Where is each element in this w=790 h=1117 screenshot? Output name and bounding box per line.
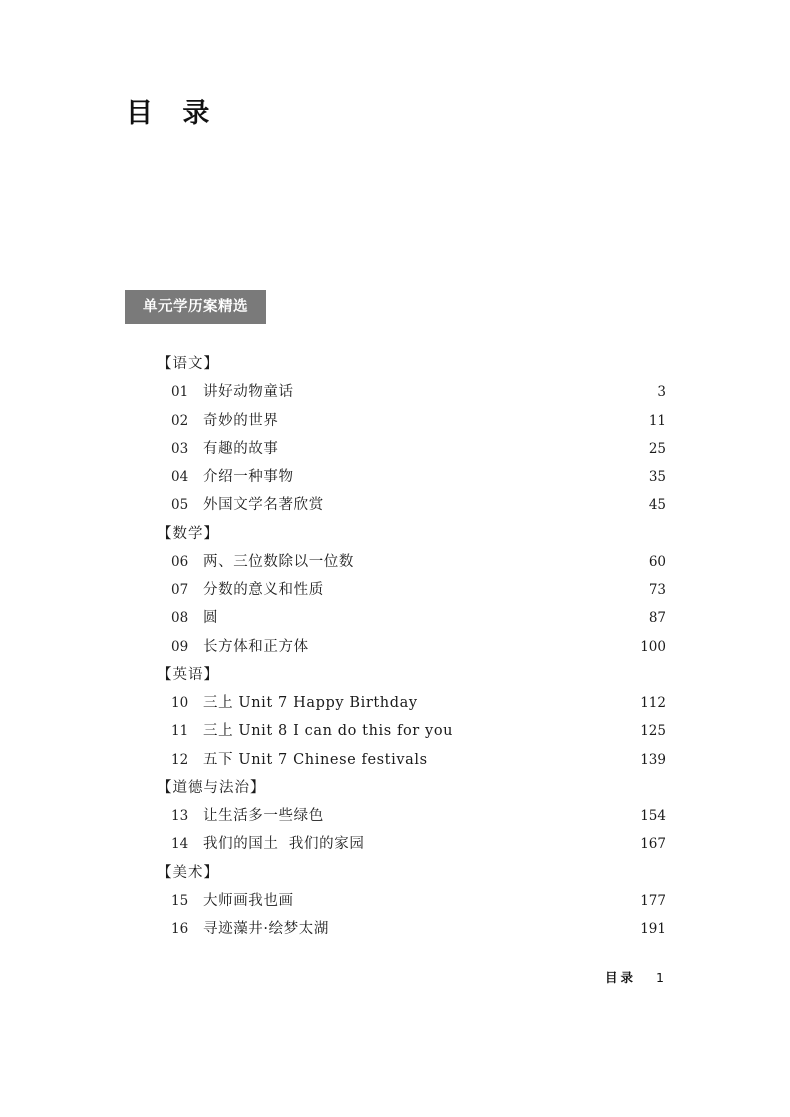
entry-number: 13 [171,808,189,824]
entry-page-number: 139 [640,751,666,768]
entry-page-number: 87 [648,610,666,627]
section-heading: 【语文】 [157,356,219,372]
entry-title: 我们的国土 我们的家园 [203,836,365,853]
section-heading-row [0,774,790,802]
toc-entry[interactable] [0,689,790,717]
entry-page-number: 112 [640,695,666,711]
toc-entry[interactable] [0,491,790,519]
entry-number: 02 [171,412,189,429]
entry-number: 06 [171,553,189,570]
entry-number: 01 [171,384,189,401]
toc-entry[interactable] [0,576,790,604]
entry-page-number: 154 [640,808,666,824]
toc-entry[interactable] [0,830,790,858]
section-heading-row [0,350,790,378]
section-heading: 【道德与法治】 [157,779,266,796]
entry-title: 分数的意义和性质 [203,582,324,598]
entry-title: 长方体和正方体 [203,638,309,655]
entry-title: 大师画我也画 [203,892,294,909]
entry-number: 09 [171,638,189,655]
table-of-contents [0,350,790,943]
toc-entry[interactable] [0,717,790,745]
entry-page-number: 25 [648,440,666,457]
entry-page-number: 191 [640,921,666,937]
entry-page-number: 100 [640,638,666,655]
entry-page-number: 177 [640,892,666,909]
entry-title: 让生活多一些绿色 [203,808,324,824]
entry-number: 03 [171,440,189,457]
entry-number: 12 [171,751,189,768]
entry-page-number: 35 [648,469,666,485]
section-heading-row [0,661,790,689]
entry-title: 三上 Unit 7 Happy Birthday [203,695,418,711]
footer-page-number: 1 [656,970,664,985]
entry-page-number: 167 [640,836,666,853]
toc-entry[interactable] [0,604,790,632]
entry-page-number: 60 [648,553,666,570]
entry-title: 外国文学名著欣赏 [203,497,324,514]
entry-number: 04 [171,469,189,485]
toc-entry[interactable] [0,633,790,661]
entry-page-number: 73 [648,582,666,598]
entry-page-number: 45 [648,497,666,514]
entry-title: 奇妙的世界 [203,412,279,429]
page-footer [605,968,664,986]
entry-title: 圆 [203,610,219,627]
entry-title: 有趣的故事 [203,440,279,457]
entry-number: 07 [171,582,189,598]
toc-entry[interactable] [0,407,790,435]
entry-number: 14 [171,836,189,853]
entry-number: 08 [171,610,189,627]
toc-entry[interactable] [0,915,790,943]
toc-entry[interactable] [0,746,790,774]
footer-label: 目录 [605,970,637,985]
section-heading: 【美术】 [157,864,219,881]
entry-title: 五下 Unit 7 Chinese festivals [203,751,428,768]
section-heading-row [0,520,790,548]
entry-title: 寻迹藻井·绘梦太湖 [203,921,330,937]
section-heading: 【数学】 [157,525,219,542]
entry-title: 介绍一种事物 [203,469,294,485]
toc-entry[interactable] [0,435,790,463]
entry-number: 11 [171,723,189,740]
page-title: 目 录 [126,98,220,129]
toc-entry[interactable] [0,463,790,491]
entry-title: 三上 Unit 8 I can do this for you [203,723,454,740]
entry-title: 两、三位数除以一位数 [203,553,354,570]
entry-number: 05 [171,497,189,514]
entry-number: 15 [171,892,189,909]
entry-page-number: 11 [648,412,666,429]
entry-page-number: 125 [640,723,666,740]
toc-entry[interactable] [0,802,790,830]
toc-entry[interactable] [0,378,790,406]
section-heading: 【英语】 [157,666,219,683]
section-banner: 单元学历案精选 [125,290,266,324]
entry-number: 10 [171,695,189,711]
entry-number: 16 [171,921,189,937]
section-heading-row [0,859,790,887]
toc-entry[interactable] [0,887,790,915]
entry-title: 讲好动物童话 [203,384,294,401]
entry-page-number: 3 [657,384,666,401]
toc-entry[interactable] [0,548,790,576]
